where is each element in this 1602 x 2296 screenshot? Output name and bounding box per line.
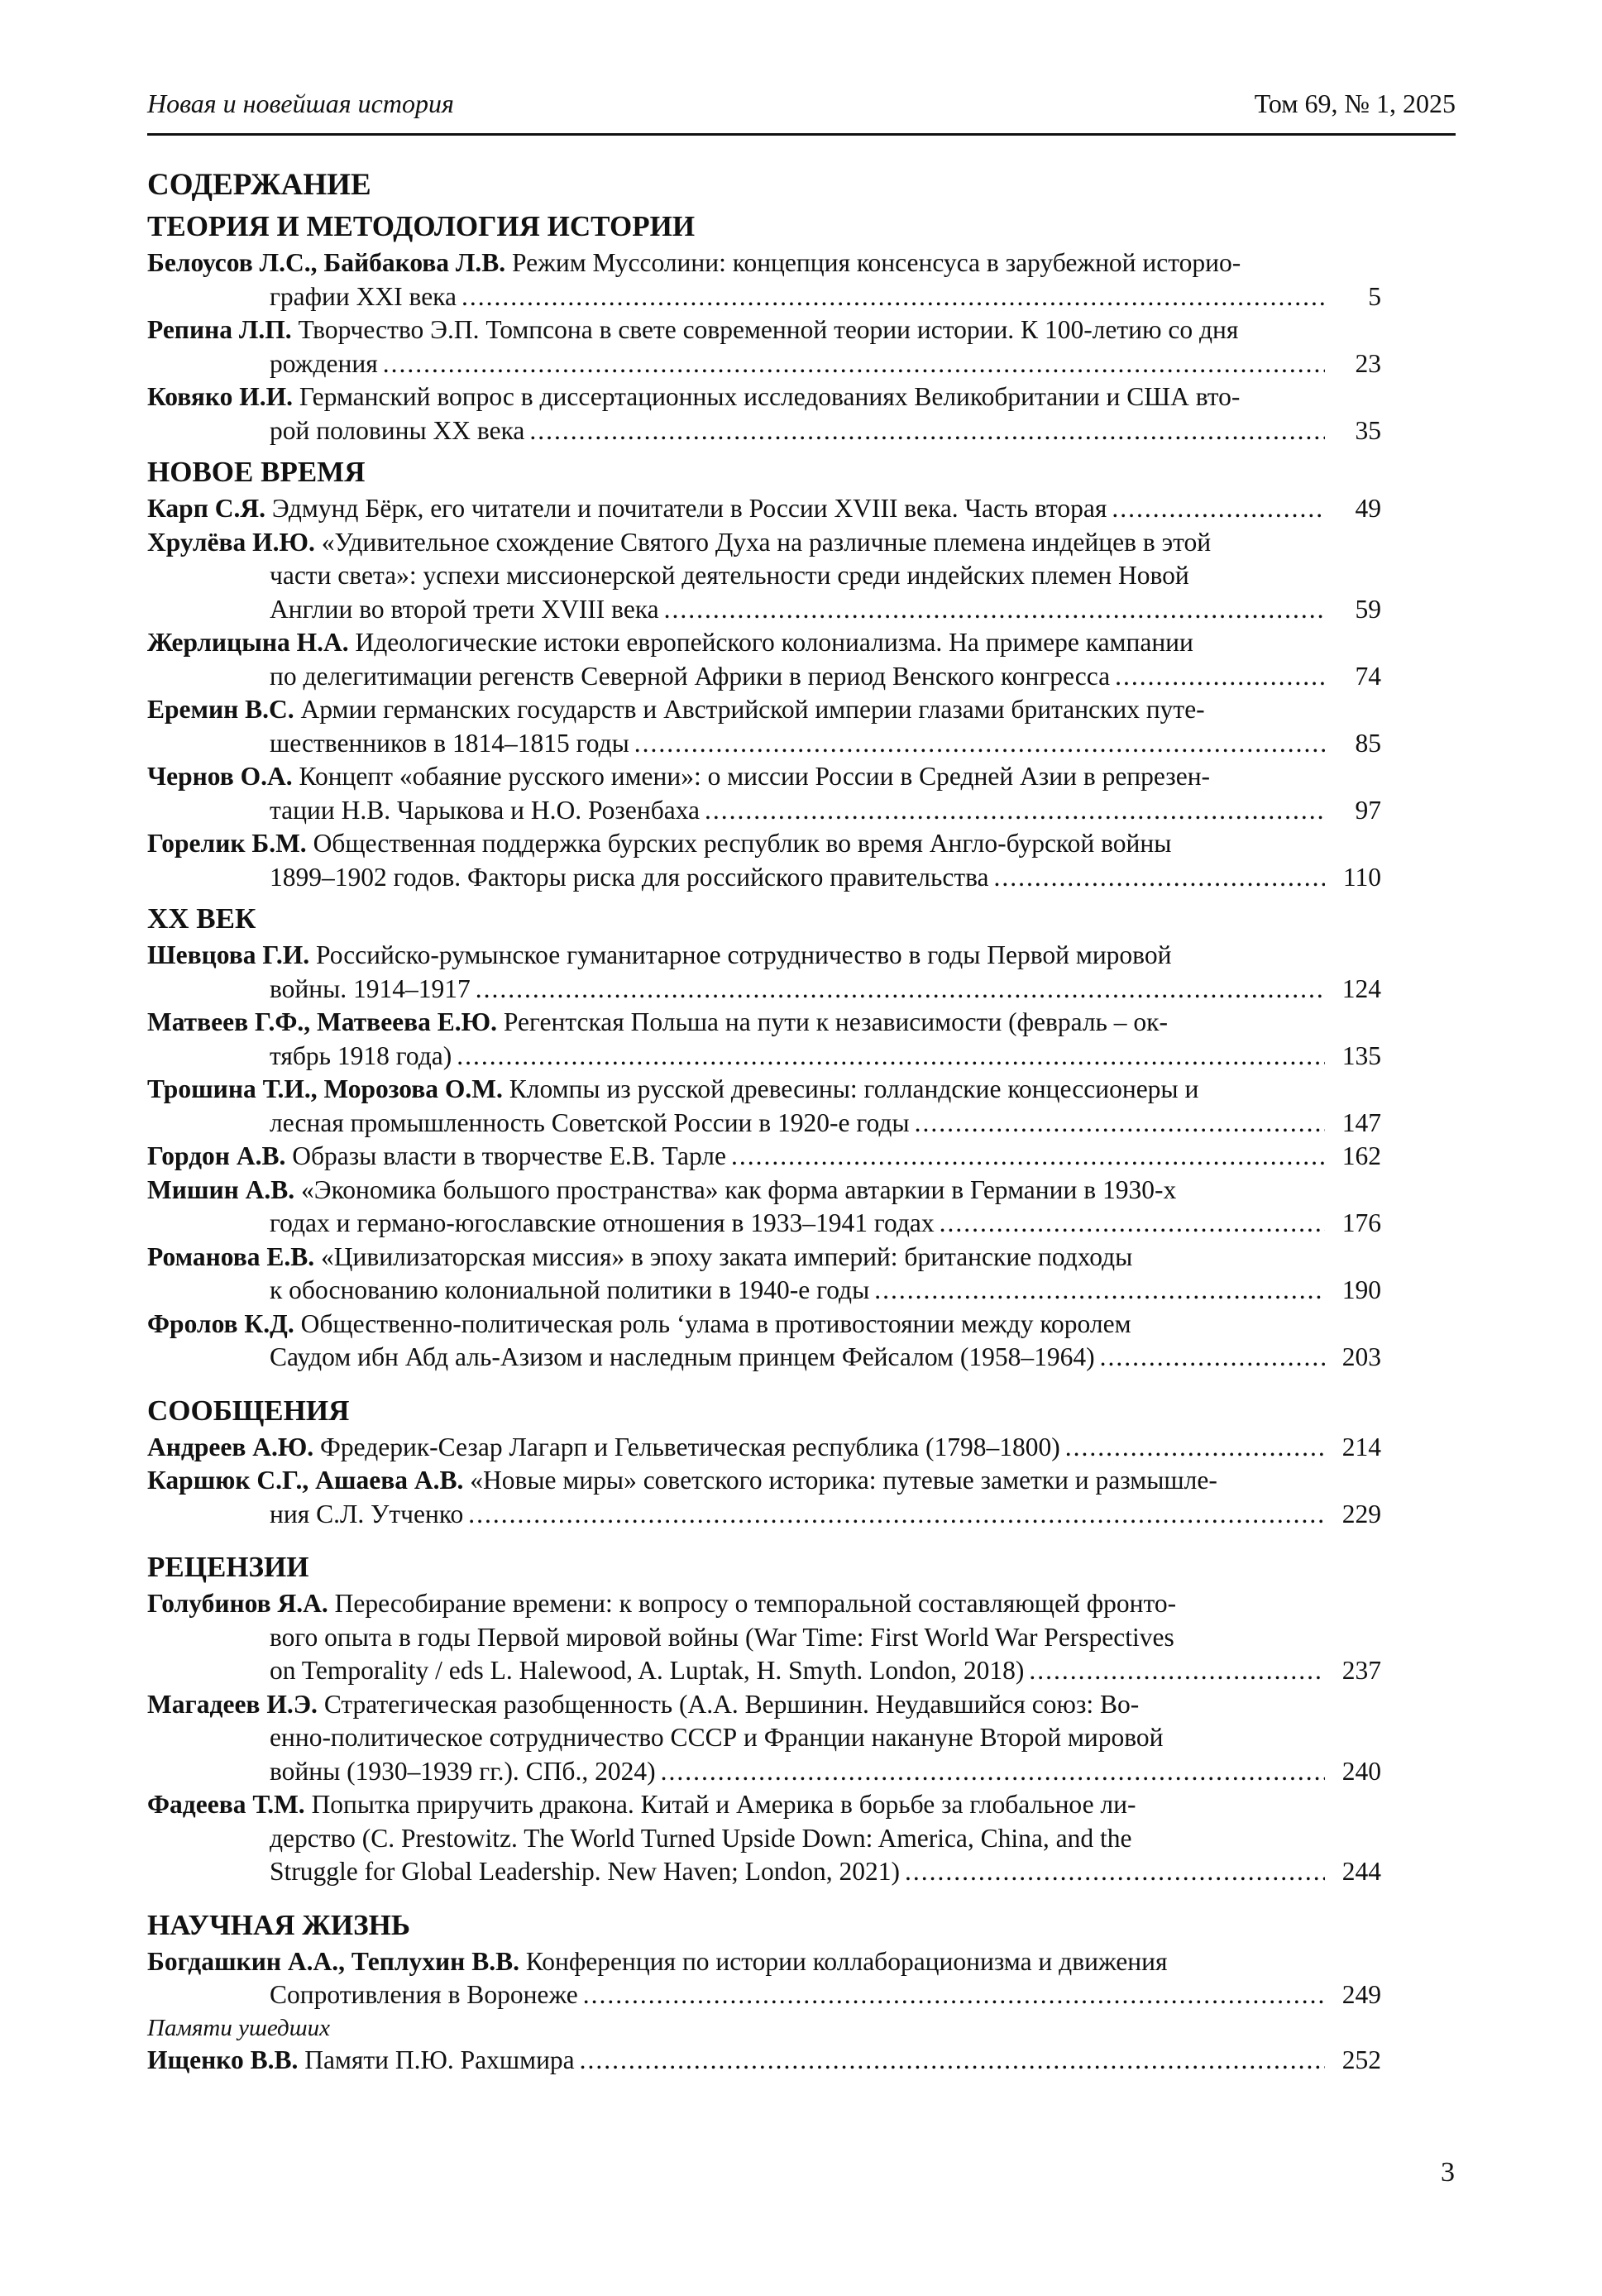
entry-text: 1899–1902 годов. Факторы риска для российского правительства: [270, 862, 989, 892]
entry-text: Фролов К.Д. Общественно-политическая роль ‘улама в противостоянии между королем: [147, 1308, 1131, 1338]
entry-text: Ковяко И.И. Германский вопрос в диссертационных исследованиях Великобритании и США вто-: [147, 382, 1241, 411]
entry-line: [147, 973, 1381, 1007]
entry-line: [147, 1755, 1381, 1789]
entry-author: Романова Е.В.: [147, 1241, 315, 1271]
toc-entry: [147, 626, 1381, 693]
section-title: СООБЩЕНИЯ: [147, 1394, 350, 1427]
toc-entry: [147, 2044, 1381, 2078]
toc-entry: [147, 1945, 1381, 2012]
entry-line: [147, 1341, 1381, 1375]
entry-text: Хрулёва И.Ю. «Удивительное схождение Святого Духа на различные племена индейцев в этой: [147, 527, 1212, 557]
entry-text: on Temporality / eds L. Halewood, A. Luptak, H. Smyth. London, 2018): [270, 1656, 1025, 1685]
entry-page: 190: [1341, 1275, 1381, 1304]
toc-entry: [147, 1587, 1381, 1688]
dot-leader: [905, 1855, 1325, 1889]
entry-line: [147, 727, 1381, 761]
section-title: НОВОЕ ВРЕМЯ: [147, 456, 366, 488]
entry-author: Мишин А.В.: [147, 1174, 295, 1204]
entry-text: Гордон А.В. Образы власти в творчестве Е.В. Тарле: [147, 1141, 726, 1170]
entry-author: Жерлицына Н.А.: [147, 628, 349, 657]
entry-text: годах и германо-югославские отношения в 1933–1941 годах: [270, 1208, 935, 1237]
entry-page: 110: [1342, 862, 1381, 892]
entry-text: Белоусов Л.С., Байбакова Л.В. Режим Муссолини: концепция консенсуса в зарубежной историо-: [147, 248, 1241, 277]
entry-author: Карп С.Я.: [147, 494, 265, 523]
entry-text: ния С.Л. Утченко: [270, 1499, 464, 1528]
page-number: 3: [1441, 2157, 1455, 2188]
issue-info: Том 69, № 1, 2025: [1254, 88, 1456, 118]
entry-text: вого опыта в годы Первой мировой войны (War Time: First World War Perspectives: [270, 1622, 1174, 1652]
entry-text: Ищенко В.В. Памяти П.Ю. Рахшмира: [147, 2045, 575, 2074]
dot-leader: [661, 1755, 1325, 1789]
dot-leader: [874, 1274, 1325, 1308]
toc-entry: [147, 1140, 1381, 1174]
entry-line: [147, 593, 1381, 627]
dot-leader: [1112, 492, 1325, 526]
entry-line: [147, 1241, 1381, 1275]
entry-line: [147, 1788, 1381, 1822]
entry-line: [147, 2044, 1381, 2078]
entry-author: Фролов К.Д.: [147, 1308, 294, 1338]
entry-author: Трошина Т.И., Морозова О.М.: [147, 1074, 503, 1103]
entry-text: Богдашкин А.А., Теплухин В.В. Конференция по истории коллаборационизма и движения: [147, 1946, 1168, 1976]
entry-page: 59: [1355, 594, 1381, 624]
entry-page: 5: [1368, 281, 1381, 311]
entry-line: [147, 861, 1381, 895]
dot-leader: [580, 2044, 1325, 2078]
entry-page: 23: [1355, 348, 1381, 378]
entry-line: [147, 526, 1381, 560]
entry-author: Ковяко И.И.: [147, 382, 293, 411]
dot-leader: [705, 794, 1325, 828]
entry-text: Голубинов Я.А. Пересобирание времени: к вопросу о темпоральной составляющей фронто-: [147, 1589, 1177, 1618]
toc-entry: [147, 1788, 1381, 1889]
toc-entry: [147, 693, 1381, 760]
entry-author: Белоусов Л.С., Байбакова Л.В.: [147, 248, 506, 277]
entry-line: [147, 794, 1381, 828]
entry-text: Андреев А.Ю. Фредерик-Сезар Лагарп и Гельветическая республика (1798–1800): [147, 1432, 1060, 1461]
entry-text: части света»: успехи миссионерской деятельности среди индейских племен Новой: [270, 561, 1189, 590]
entry-author: Фадеева Т.М.: [147, 1790, 305, 1819]
section-title: ТЕОРИЯ И МЕТОДОЛОГИЯ ИСТОРИИ: [147, 210, 696, 242]
entry-line: [147, 1006, 1381, 1040]
entry-line: [147, 1140, 1381, 1174]
entry-line: [147, 1073, 1381, 1107]
entry-page: 85: [1355, 728, 1381, 758]
entry-text: Трошина Т.И., Морозова О.М. Кломпы из русской древесины: голландские концессионеры и: [147, 1074, 1199, 1103]
entry-line: [147, 1174, 1381, 1208]
dot-leader: [1100, 1341, 1325, 1375]
entry-text: рождения: [270, 348, 378, 378]
entry-line: [147, 1822, 1381, 1856]
entry-text: Жерлицына Н.А. Идеологические истоки европейского колониализма. На примере кампании: [147, 628, 1193, 657]
entry-line: [147, 313, 1381, 347]
dot-leader: [468, 1498, 1325, 1532]
entry-text: Мишин А.В. «Экономика большого пространства» как форма автаркии в Германии в 1930-х: [147, 1174, 1177, 1204]
entry-line: [147, 1040, 1381, 1074]
toc-entry: [147, 526, 1381, 627]
entry-page: 162: [1341, 1141, 1381, 1170]
entry-page: 203: [1341, 1342, 1381, 1371]
entry-line: [147, 246, 1381, 280]
entry-text: Магадеев И.Э. Стратегическая разобщенность (А.А. Вершинин. Неудавшийся союз: Во-: [147, 1689, 1140, 1719]
entry-text: дерство (C. Prestowitz. The World Turned Upside Down: America, China, and the: [270, 1823, 1132, 1853]
running-header: [147, 88, 1456, 136]
entry-line: [147, 1464, 1381, 1498]
entry-text: Саудом ибн Абд аль-Азизом и наследным принцем Фейсалом (1958–1964): [270, 1342, 1095, 1371]
entry-line: [147, 1945, 1381, 1979]
entry-author: Магадеев И.Э.: [147, 1689, 318, 1719]
entry-text: войны (1930–1939 гг.). СПб., 2024): [270, 1756, 656, 1786]
entry-line: [147, 660, 1381, 694]
toc-entry: [147, 1464, 1381, 1531]
entry-text: Еремин В.С. Армии германских государств и Австрийской империи глазами британских путе-: [147, 695, 1205, 724]
entry-line: [147, 939, 1381, 973]
entry-author: Хрулёва И.Ю.: [147, 527, 315, 557]
dot-leader: [1115, 660, 1325, 694]
toc-entry: [147, 1688, 1381, 1789]
dot-leader: [461, 280, 1325, 314]
dot-leader: [476, 973, 1325, 1007]
entry-line: [147, 693, 1381, 727]
entry-page: 214: [1341, 1432, 1381, 1461]
entry-text: Матвеев Г.Ф., Матвеева Е.Ю. Регентская Польша на пути к независимости (февраль – ок-: [147, 1007, 1168, 1036]
entry-line: [147, 559, 1381, 593]
entry-text: Англии во второй трети XVIII века: [270, 594, 659, 624]
entry-line: [147, 347, 1381, 381]
toc-entry: [147, 1431, 1381, 1465]
toc-entry: [147, 246, 1381, 313]
entry-text: Чернов О.А. Концепт «обаяние русского имени»: о миссии России в Средней Азии в репрезен-: [147, 762, 1211, 791]
dot-leader: [915, 1107, 1325, 1141]
entry-line: [147, 1721, 1381, 1755]
dot-leader: [994, 861, 1325, 895]
toc-entry: [147, 1006, 1381, 1073]
entry-text: к обоснованию колониальной политики в 1940-е годы: [270, 1275, 870, 1304]
toc-entry: [147, 492, 1381, 526]
entry-text: шественников в 1814–1815 годы: [270, 728, 629, 758]
dot-leader: [383, 347, 1325, 381]
entry-line: [147, 492, 1381, 526]
dot-leader: [1065, 1431, 1325, 1465]
entry-author: Ищенко В.В.: [147, 2045, 299, 2074]
entry-page: 49: [1355, 494, 1381, 523]
entry-page: 124: [1341, 973, 1381, 1003]
entry-author: Горелик Б.М.: [147, 829, 307, 858]
toc-entry: [147, 1174, 1381, 1241]
entry-page: 35: [1355, 415, 1381, 445]
entry-text: Фадеева Т.М. Попытка приручить дракона. Китай и Америка в борьбе за глобальное ли-: [147, 1790, 1136, 1819]
entry-text: Романова Е.В. «Цивилизаторская миссия» в эпоху заката империй: британские подходы: [147, 1241, 1133, 1271]
entry-text: енно-политическое сотрудничество СССР и Франции накануне Второй мировой: [270, 1723, 1164, 1752]
entry-author: Репина Л.П.: [147, 315, 292, 344]
table-of-contents: [147, 164, 1381, 2077]
entry-author: Чернов О.А.: [147, 762, 293, 791]
toc-title: СОДЕРЖАНИЕ: [147, 168, 371, 202]
section-title: НАУЧНАЯ ЖИЗНЬ: [147, 1908, 410, 1941]
entry-text: Карп С.Я. Эдмунд Бёрк, его читатели и почитатели в России XVIII века. Часть вторая: [147, 494, 1107, 523]
entry-page: 249: [1341, 1980, 1381, 2009]
dot-leader: [583, 1978, 1325, 2012]
entry-text: лесная промышленность Советской России в 1920-е годы: [270, 1107, 910, 1137]
entry-text: Struggle for Global Leadership. New Haven; London, 2021): [270, 1857, 900, 1886]
entry-line: [147, 1587, 1381, 1621]
toc-entry: [147, 313, 1381, 380]
entry-line: [147, 1855, 1381, 1889]
section-title: РЕЦЕНЗИИ: [147, 1551, 309, 1583]
entry-line: [147, 1207, 1381, 1241]
entry-text: Шевцова Г.И. Российско-румынское гуманитарное сотрудничество в годы Первой мировой: [147, 940, 1172, 969]
toc-entry: [147, 827, 1381, 894]
entry-text: Каршюк С.Г., Ашаева А.В. «Новые миры» советского историка: путевые заметки и размышле-: [147, 1466, 1217, 1495]
entry-line: [147, 1308, 1381, 1342]
entry-author: Каршюк С.Г., Ашаева А.В.: [147, 1466, 464, 1495]
entry-author: Матвеев Г.Ф., Матвеева Е.Ю.: [147, 1007, 498, 1036]
entry-page: 135: [1341, 1040, 1381, 1070]
entry-line: [147, 1431, 1381, 1465]
dot-leader: [1029, 1654, 1325, 1688]
entry-author: Андреев А.Ю.: [147, 1432, 314, 1461]
entry-line: [147, 1274, 1381, 1308]
entry-line: [147, 1978, 1381, 2012]
entry-author: Еремин В.С.: [147, 695, 294, 724]
entry-line: [147, 626, 1381, 660]
entry-author: Шевцова Г.И.: [147, 940, 310, 969]
entry-text: рой половины XX века: [270, 415, 525, 445]
entry-page: 237: [1341, 1656, 1381, 1685]
dot-leader: [731, 1140, 1325, 1174]
entry-line: [147, 1498, 1381, 1532]
entry-line: [147, 1107, 1381, 1141]
entry-author: Голубинов Я.А.: [147, 1589, 328, 1618]
entry-text: тации Н.В. Чарыкова и Н.О. Розенбаха: [270, 795, 701, 825]
toc-entry: [147, 1241, 1381, 1308]
entry-text: Сопротивления в Воронеже: [270, 1980, 578, 2009]
subsection-heading: Памяти ушедших: [147, 2014, 330, 2041]
entry-page: 176: [1341, 1208, 1381, 1237]
entry-page: 74: [1355, 661, 1381, 691]
dot-leader: [457, 1040, 1325, 1074]
journal-title: Новая и новейшая история: [147, 88, 454, 118]
toc-entry: [147, 939, 1381, 1006]
entry-line: [147, 380, 1381, 414]
entry-line: [147, 760, 1381, 794]
entry-text: графии XXI века: [270, 281, 457, 311]
entry-line: [147, 1621, 1381, 1655]
dot-leader: [529, 414, 1325, 448]
entry-text: войны. 1914–1917: [270, 973, 471, 1003]
entry-page: 252: [1341, 2045, 1381, 2074]
dot-leader: [634, 727, 1325, 761]
entry-text: Репина Л.П. Творчество Э.П. Томпсона в свете современной теории истории. К 100-летию со дня: [147, 315, 1239, 344]
entry-page: 244: [1341, 1857, 1381, 1886]
entry-page: 229: [1341, 1499, 1381, 1528]
entry-author: Гордон А.В.: [147, 1141, 286, 1170]
toc-entry: [147, 1308, 1381, 1375]
toc-entry: [147, 380, 1381, 447]
entry-line: [147, 280, 1381, 314]
entry-page: 147: [1341, 1107, 1381, 1137]
section-title: XX ВЕК: [147, 902, 256, 935]
entry-text: тябрь 1918 года): [270, 1040, 452, 1070]
toc-entry: [147, 760, 1381, 827]
entry-line: [147, 827, 1381, 861]
dot-leader: [664, 593, 1325, 627]
entry-line: [147, 414, 1381, 448]
entry-page: 97: [1355, 795, 1381, 825]
entry-line: [147, 1654, 1381, 1688]
dot-leader: [940, 1207, 1325, 1241]
toc-entry: [147, 1073, 1381, 1140]
entry-text: по делегитимации регенств Северной Африки в период Венского конгресса: [270, 661, 1111, 691]
entry-author: Богдашкин А.А., Теплухин В.В.: [147, 1946, 519, 1976]
entry-text: Горелик Б.М. Общественная поддержка бурских республик во время Англо-бурской войны: [147, 829, 1172, 858]
entry-line: [147, 1688, 1381, 1722]
entry-page: 240: [1341, 1756, 1381, 1786]
